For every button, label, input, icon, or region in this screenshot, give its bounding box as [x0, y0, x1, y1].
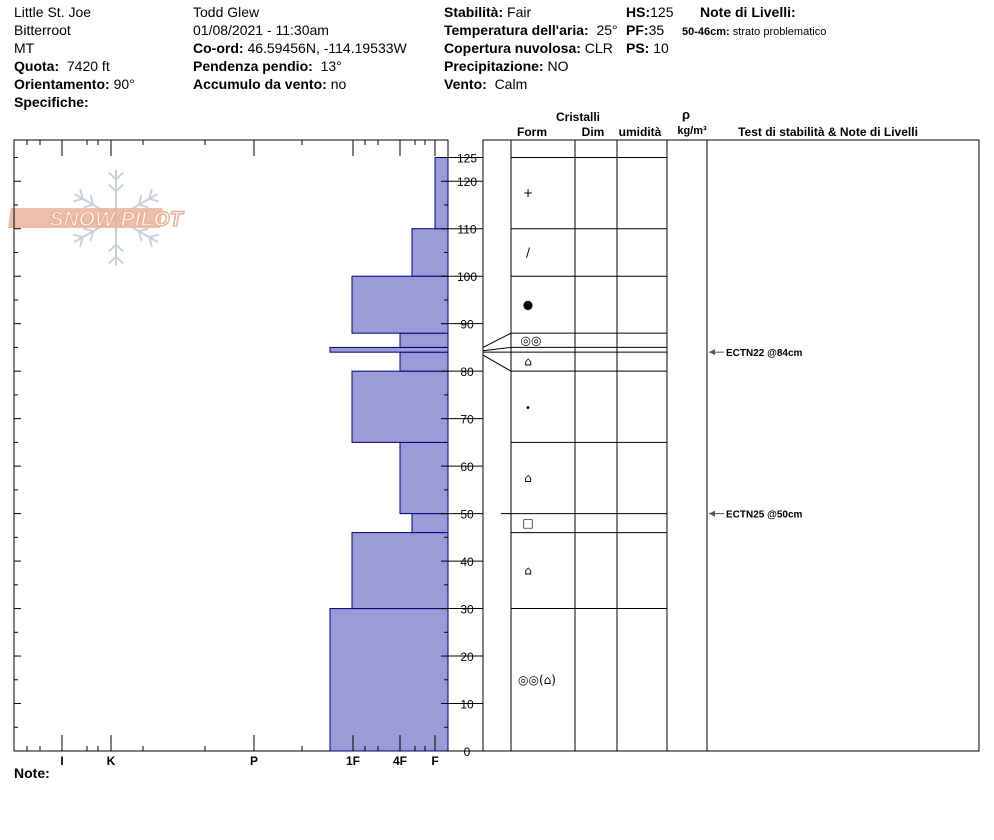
- depth-tick-label: 20: [460, 650, 474, 665]
- test-label: ECTN22 @84cm: [726, 348, 803, 360]
- hardness-layer: [412, 514, 448, 533]
- hardness-tick-label: 1F: [345, 754, 361, 768]
- air-temperature: Temperatura dell'aria: 25°: [444, 22, 618, 38]
- observer: Todd Glew: [193, 4, 260, 20]
- snowflake-branch: [109, 185, 116, 192]
- boundary-connector: [483, 333, 511, 347]
- footer-note-label: Note:: [14, 765, 50, 781]
- foot-penetration: PF:35: [626, 22, 665, 38]
- hardness-layer: [412, 229, 448, 276]
- hardness-tick-label: 4F: [392, 754, 408, 768]
- hardness-tick-label: F: [431, 754, 439, 768]
- crystal-form-symbol: •: [525, 402, 531, 414]
- depth-tick-label: 100: [456, 270, 478, 285]
- ski-penetration: PS: 10: [626, 40, 669, 56]
- arrow-icon: [709, 349, 715, 355]
- crystal-form-symbol: +: [522, 186, 534, 201]
- aspect: Orientamento: 90°: [14, 76, 135, 92]
- depth-tick-label: 70: [460, 412, 474, 427]
- hardness-layers: [330, 158, 448, 752]
- snowflake-branch: [116, 173, 123, 180]
- cloud-cover: Copertura nuvolosa: CLR: [444, 40, 613, 56]
- snowflake-branch: [109, 244, 116, 251]
- hardness-layer: [330, 347, 448, 352]
- depth-tick-label: 60: [460, 460, 474, 475]
- crystal-form-symbol: ⌂: [524, 470, 532, 485]
- wind: Vento: Calm: [444, 76, 528, 92]
- hardness-layer: [352, 533, 448, 609]
- depth-tick-label: 40: [460, 555, 474, 570]
- snowflake-branch: [73, 235, 83, 238]
- coordinates: Co-ord: 46.59456N, -114.19533W: [193, 40, 407, 56]
- slope-angle: Pendenza pendio: 13°: [193, 58, 342, 74]
- wind-loading: Accumulo da vento: no: [193, 76, 347, 92]
- depth-tick-label: 90: [460, 317, 474, 332]
- header-moisture: umidità: [618, 125, 662, 139]
- snow-height: HS:125: [626, 4, 674, 20]
- depth-tick-label: 80: [460, 365, 474, 380]
- snowflake-branch: [73, 199, 83, 202]
- specifics: Specifiche:: [14, 94, 89, 110]
- hardness-layer: [352, 276, 448, 333]
- stability: Stabilità: Fair: [444, 4, 532, 20]
- header-crystals: Cristalli: [555, 110, 601, 124]
- crystal-forms: [518, 186, 556, 687]
- hardness-tick-label: P: [249, 754, 259, 768]
- crystal-form-symbol: ●: [522, 297, 534, 312]
- stability-tests: [709, 348, 803, 520]
- depth-tick-label: 120: [456, 175, 478, 190]
- hardness-layer: [400, 352, 448, 371]
- boundary-connector: [483, 355, 511, 371]
- header-rho: ρ: [681, 107, 691, 122]
- hardness-layer: [435, 158, 448, 229]
- hardness-tick-label: I: [60, 754, 64, 768]
- hardness-layer: [352, 371, 448, 442]
- crystal-form-symbol: □: [522, 516, 534, 531]
- crystal-form-symbol: ⌂: [524, 563, 532, 578]
- snowflake-branch: [116, 256, 123, 263]
- depth-tick-label: 0: [463, 745, 471, 759]
- depth-tick-label: 30: [460, 602, 474, 617]
- snowflake-branch: [149, 235, 159, 238]
- depth-tick-label: 50: [460, 507, 474, 522]
- header-density-unit: kg/m³: [677, 125, 707, 137]
- state: MT: [14, 40, 35, 56]
- crystal-form-symbol: ⌂: [524, 354, 532, 369]
- header-form: Form: [517, 125, 547, 139]
- snowflake-branch: [116, 185, 123, 192]
- arrow-icon: [709, 511, 715, 517]
- precipitation: Precipitazione: NO: [444, 58, 569, 74]
- hardness-tick-label: K: [106, 754, 116, 768]
- layer-notes-title: Note di Livelli:: [700, 4, 796, 20]
- layer-note: 50-46cm: strato problematico: [682, 26, 827, 38]
- header-dim: Dim: [581, 125, 605, 139]
- crystal-form-symbol: /: [525, 245, 531, 260]
- header-tests: Test di stabilità & Note di Livelli: [738, 125, 918, 139]
- hardness-layer: [400, 333, 448, 347]
- elevation: Quota: 7420 ft: [14, 58, 110, 74]
- depth-tick-label: 110: [457, 222, 477, 237]
- location-name: Little St. Joe: [14, 4, 92, 20]
- crystal-table-frame: [483, 140, 979, 751]
- depth-tick-label: 125: [456, 151, 478, 166]
- snowflake-branch: [83, 205, 93, 208]
- test-label: ECTN25 @50cm: [726, 509, 803, 521]
- datetime: 01/08/2021 - 11:30am: [193, 22, 329, 38]
- crystal-form-symbol: ◎◎: [520, 333, 542, 348]
- boundary-connector: [483, 347, 511, 350]
- hardness-layer: [400, 442, 448, 513]
- snowflake-branch: [116, 244, 123, 251]
- snowflake-branch: [109, 173, 116, 180]
- snowpilot-logo: [8, 170, 185, 266]
- snowflake-branch: [139, 205, 149, 208]
- snowflake-branch: [109, 256, 116, 263]
- crystal-form-symbol: ◎◎(⌂): [518, 672, 556, 687]
- depth-tick-label: 10: [460, 697, 474, 712]
- hardness-layer: [330, 609, 448, 751]
- logo-text: SNOW PILOT: [49, 208, 183, 231]
- mountain-range: Bitterroot: [14, 22, 71, 38]
- snowflake-branch: [149, 199, 159, 202]
